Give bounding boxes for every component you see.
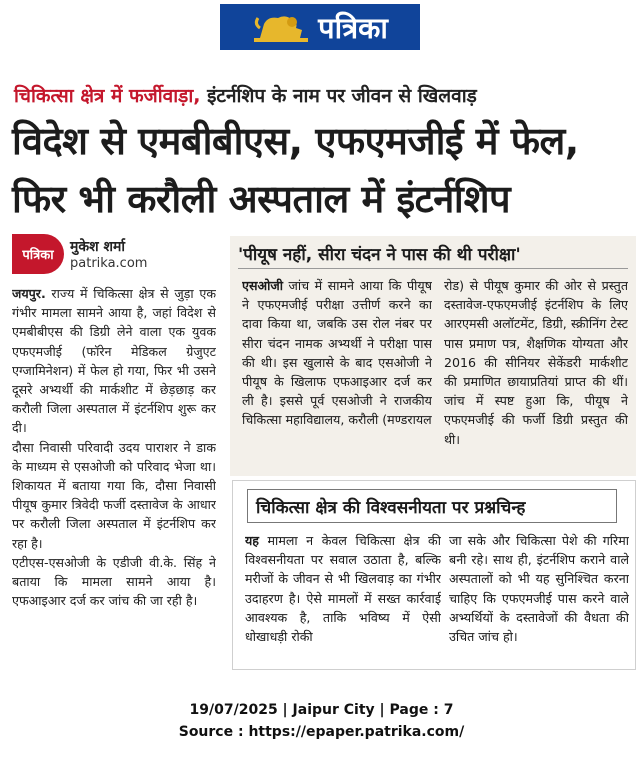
story-paragraph: दौसा निवासी परिवादी उदय पाराशर ने डाक के माध्यम से एसओजी को परिवाद भेजा था। शिकायत में बताया गया कि, दौसा निवासी पीयूष कुमार त्रिवेदी फर्जी दस्तावेज के आधार पर करौली जिला अस्पताल में इंटर्नशिप कर रहा है। [12, 439, 216, 551]
main-story [12, 284, 216, 668]
headline-line-1: विदेश से एमबीबीएस, एफएमजीई में फेल, [12, 119, 579, 163]
story-paragraph: एटीएस-एसओजी के एडीजी वी.के. सिंह ने बताया कि मामला सामने आया है। एफआइआर दर्ज कर जांच की जा रही है। [12, 554, 216, 609]
story-paragraph: जयपुर. राज्य में चिकित्सा क्षेत्र से जुड़ा एक गंभीर मामला सामने आया है, जहां विदेश से एमबीबीएस की डिग्री लेने वाला एक युवक एफएमजीई (फॉरेन मेडिकल ग्रेजुएट एग्जामिनेशन) में फेल हो गया, फिर भी उसने दूसरे अभ्यर्थी की मार्कशीट में छेड़छाड़ कर करौली जिला अस्पताल में इंटर्नशिप शुरू कर दी। [12, 286, 216, 436]
lion-emblem-icon [252, 10, 310, 44]
sidebar-column-1: एसओजी जांच में सामने आया कि पीयूष ने एफएमजीई परीक्षा उत्तीर्ण करने का दावा किया था, जबकि उस रोल नंबर पर सीरा चंदन नामक अभ्यर्थी ने परीक्षा पास की थी। इस खुलासे के बाद एसओजी ने पीयूष के खिलाफ एफआइआर दर्ज कर ली है। इससे पूर्व एसओजी ने राजकीय चिकित्सा महाविद्यालय, करौली (मण्डरायल [242, 278, 432, 428]
kicker-text: इंटर्नशिप के नाम पर जीवन से खिलवाड़ [200, 85, 477, 107]
footer-date-edition: 19/07/2025 | Jaipur City | Page : 7 [189, 702, 454, 718]
kicker-highlight: चिकित्सा क्षेत्र में फर्जीवाड़ा, [14, 85, 201, 107]
patrika-logo: पत्रिका [12, 234, 64, 274]
headline-line-2: फिर भी करौली अस्पताल में इंटर्नशिप [12, 177, 511, 221]
divider [238, 268, 628, 269]
sidebar-column-2: रोड) से पीयूष कुमार की ओर से प्रस्तुत दस्तावेज-एफएमजीई इंटर्नशिप के लिए आरएमसी अलॉटमेंट, डिग्री, स्क्रीनिंग टेस्ट पास प्रमाण पत्र, शैक्षणिक योग्यता और 2016 की सीनियर सेकेंडरी मार्कशीट की प्रमाणित छायाप्रतियां प्राप्त की थीं। जांच में स्पष्ट हुआ कि, पीयूष ने एफएमजीई की फर्जी डिग्री प्रस्तुत की थी। [444, 278, 628, 447]
brand-name: पत्रिका [318, 10, 388, 45]
sidebar-column-2: जा सके और चिकित्सा पेशे की गरिमा बनी रहे। साथ ही, इंटर्नशिप कराने वाले अस्पतालों को भी यह सुनिश्चित करना चाहिए कि एफएमजीई पास करने वाले अभ्यर्थियों के दस्तावेजों की वैधता की उचित जांच हो। [449, 533, 629, 645]
sidebar-title: चिकित्सा क्षेत्र की विश्वसनीयता पर प्रश्नचिन्ह [247, 489, 617, 523]
sidebar-column-1: यह मामला न केवल चिकित्सा क्षेत्र की विश्वसनीयता पर सवाल उठाता है, बल्कि मरीजों के जीवन से भी खिलवाड़ का गंभीर उदाहरण है। ऐसे मामलों में सख्त कार्रवाई आवश्यक है, ताकि भविष्य में ऐसी धोखाधड़ी रोकी [245, 533, 441, 645]
sidebar-box-exam [230, 236, 636, 476]
dateline: जयपुर. [12, 286, 46, 301]
byline [12, 234, 147, 274]
masthead [220, 4, 420, 50]
sidebar-title: 'पीयूष नहीं, सीरा चंदन ने पास की थी परीक्षा' [238, 245, 521, 265]
kicker [14, 82, 634, 108]
author-name: मुकेश शर्मा [70, 239, 126, 255]
sidebar-box-credibility [232, 480, 636, 670]
footer-source: Source : https://epaper.patrika.com/ [178, 724, 465, 740]
site-name: patrika.com [70, 256, 148, 271]
